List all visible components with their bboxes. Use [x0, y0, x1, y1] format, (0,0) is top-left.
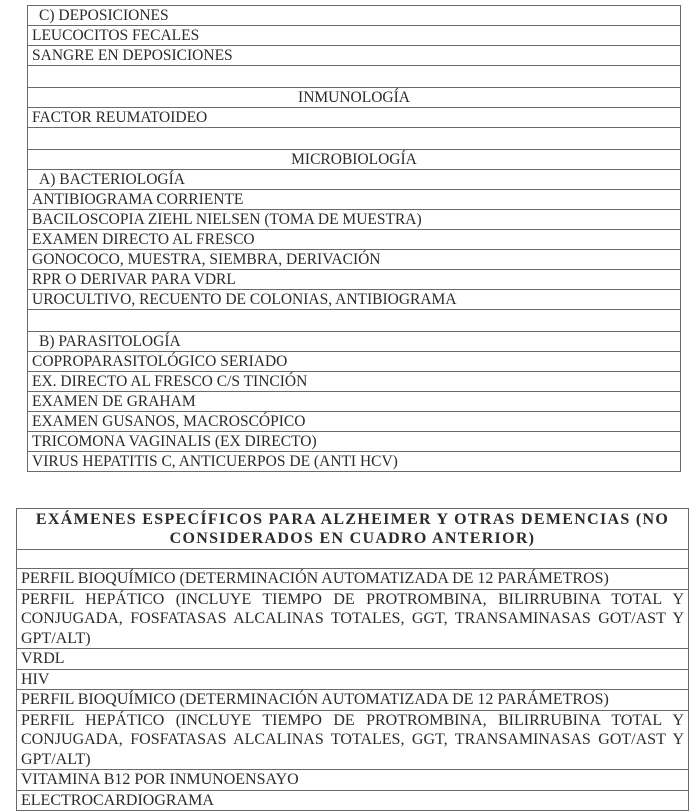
subsection-title: C) DEPOSICIONES	[28, 6, 681, 26]
exam-name: EX. DIRECTO AL FRESCO C/S TINCIÓN	[28, 372, 681, 392]
table-row	[28, 108, 681, 128]
empty-row	[28, 66, 681, 88]
empty-cell	[28, 310, 681, 332]
table-row	[28, 250, 681, 270]
section-title: INMUNOLOGÍA	[28, 88, 681, 108]
table-row	[28, 210, 681, 230]
empty-row	[28, 310, 681, 332]
table-row	[28, 352, 681, 372]
subsection-row	[28, 332, 681, 352]
exam-name: PERFIL BIOQUÍMICO (DETERMINACIÓN AUTOMATIZADA DE 12 PARÁMETROS)	[17, 690, 689, 711]
empty-row	[28, 128, 681, 150]
section-title: MICROBIOLOGÍA	[28, 150, 681, 170]
table-row	[17, 589, 689, 649]
exam-name: PERFIL BIOQUÍMICO (DETERMINACIÓN AUTOMATIZADA DE 12 PARÁMETROS)	[17, 569, 689, 590]
table-row	[28, 26, 681, 46]
exam-name: EXAMEN DE GRAHAM	[28, 392, 681, 412]
table-row	[28, 230, 681, 250]
exam-name: VITAMINA B12 POR INMUNOENSAYO	[17, 770, 689, 791]
exam-name: EXAMEN GUSANOS, MACROSCÓPICO	[28, 412, 681, 432]
empty-cell	[17, 550, 689, 569]
empty-cell	[28, 128, 681, 150]
table-row	[28, 190, 681, 210]
table-row	[28, 432, 681, 452]
table-row	[28, 412, 681, 432]
table-header-row	[17, 509, 689, 550]
exam-name: FACTOR REUMATOIDEO	[28, 108, 681, 128]
section-header-row	[28, 150, 681, 170]
exam-name: COPROPARASITOLÓGICO SERIADO	[28, 352, 681, 372]
exam-name: VIRUS HEPATITIS C, ANTICUERPOS DE (ANTI HCV)	[28, 452, 681, 472]
exam-name: BACILOSCOPIA ZIEHL NIELSEN (TOMA DE MUESTRA)	[28, 210, 681, 230]
subsection-row	[28, 170, 681, 190]
table-row	[28, 452, 681, 472]
exam-name: VRDL	[17, 649, 689, 670]
table-row	[28, 270, 681, 290]
exam-name: PERFIL HEPÁTICO (INCLUYE TIEMPO DE PROTROMBINA, BILIRRUBINA TOTAL Y CONJUGADA, FOSFATASAS ALCALINAS TOTALES, GGT, TRANSAMINASAS GOT/AST Y GPT/ALT)	[17, 589, 689, 649]
table-row	[28, 46, 681, 66]
empty-cell	[28, 66, 681, 88]
table-row	[28, 372, 681, 392]
alzheimer-exams-table	[16, 508, 689, 811]
exam-name: EXAMEN DIRECTO AL FRESCO	[28, 230, 681, 250]
exam-name: UROCULTIVO, RECUENTO DE COLONIAS, ANTIBIOGRAMA	[28, 290, 681, 310]
table-row	[17, 790, 689, 811]
lab-exams-table	[27, 5, 681, 472]
section-header-row	[28, 88, 681, 108]
table-row	[17, 669, 689, 690]
exam-name: ANTIBIOGRAMA CORRIENTE	[28, 190, 681, 210]
table-row	[28, 392, 681, 412]
subsection-title: A) BACTERIOLOGÍA	[28, 170, 681, 190]
exam-name: TRICOMONA VAGINALIS (EX DIRECTO)	[28, 432, 681, 452]
exam-name: ELECTROCARDIOGRAMA	[17, 790, 689, 811]
subsection-title: B) PARASITOLOGÍA	[28, 332, 681, 352]
empty-row	[17, 550, 689, 569]
table-row	[17, 690, 689, 711]
table-header: EXÁMENES ESPECÍFICOS PARA ALZHEIMER Y OTRAS DEMENCIAS (NO CONSIDERADOS EN CUADRO ANTERIOR)	[17, 509, 689, 550]
table-row	[17, 569, 689, 590]
table-row	[28, 290, 681, 310]
exam-name: HIV	[17, 669, 689, 690]
table-row	[17, 710, 689, 770]
exam-name: LEUCOCITOS FECALES	[28, 26, 681, 46]
table-row	[17, 770, 689, 791]
exam-name: PERFIL HEPÁTICO (INCLUYE TIEMPO DE PROTROMBINA, BILIRRUBINA TOTAL Y CONJUGADA, FOSFATASAS ALCALINAS TOTALES, GGT, TRANSAMINASAS GOT/AST Y GPT/ALT)	[17, 710, 689, 770]
table-row	[17, 649, 689, 670]
exam-name: SANGRE EN DEPOSICIONES	[28, 46, 681, 66]
exam-name: GONOCOCO, MUESTRA, SIEMBRA, DERIVACIÓN	[28, 250, 681, 270]
subsection-row	[28, 6, 681, 26]
exam-name: RPR O DERIVAR PARA VDRL	[28, 270, 681, 290]
